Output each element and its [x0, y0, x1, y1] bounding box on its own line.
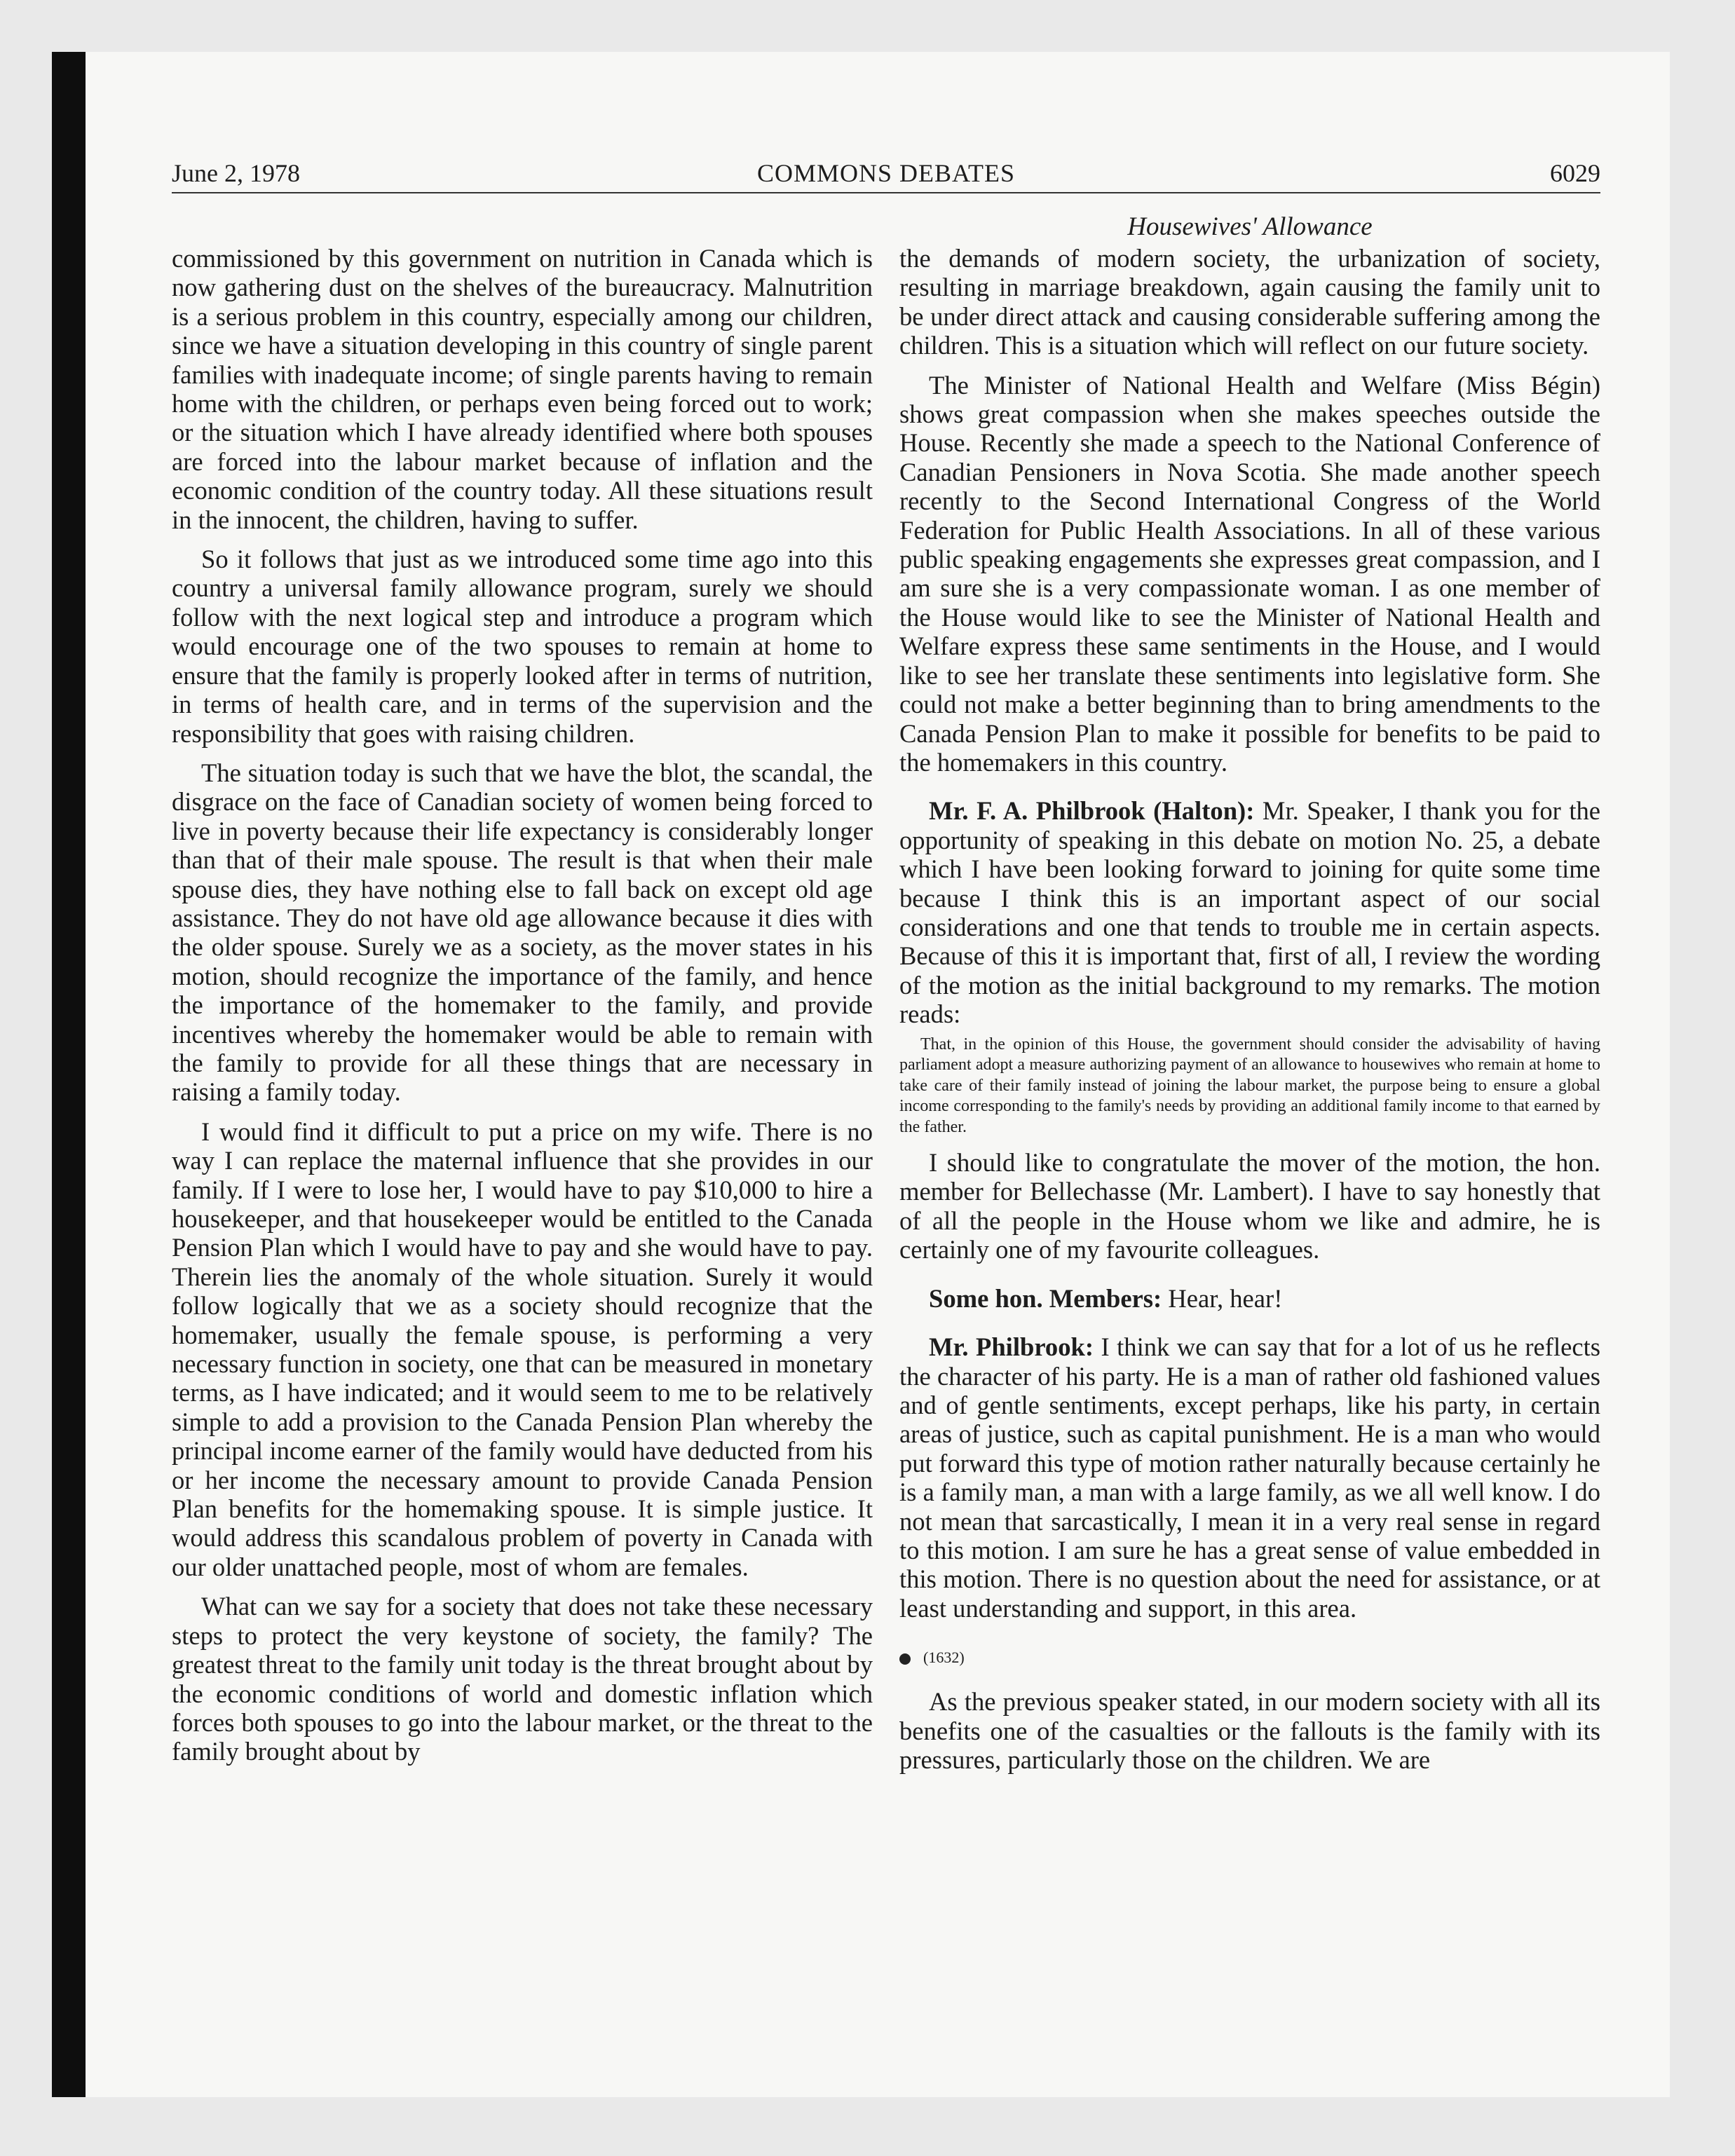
speech-paragraph — [899, 1332, 1600, 1623]
header-date: June 2, 1978 — [172, 159, 300, 187]
paragraph: The situation today is such that we have the blot, the scandal, the disgrace on the face of Canadian society of women being forced to live in poverty because their life expectancy is considerably longer than that of their male spouse. The result is that when their male spouse dies, they have nothing else to fall back on except old age assistance. They do not have old age allowance because it dies with the older spouse. Surely we as a society, as the mover states in his motion, should recognize the importance of the family, and hence the importance of the homemaker to the family, and provide incentives whereby the homemaker would be able to remain with the family to provide for all these things that are necessary in raising a family today. — [172, 758, 873, 1107]
paragraph: the demands of modern society, the urbanization of society, resulting in marriage breakdown, again causing the family unit to be under direct attack and causing considerable suffering among the children. This is a situation which will reflect on our future society. — [899, 244, 1600, 360]
paragraph: I would find it difficult to put a price on my wife. There is no way I can replace the maternal influence that she provides in our family. If I were to lose her, I would have to pay $10,000 to hire a housekeeper, and that housekeeper would be entitled to the Canada Pension Plan which I would have to pay and she would have to pay. Therein lies the anomaly of the whole situation. Surely it would follow logically that we as a society should recognize that the homemaker, usually the female spouse, is performing a very necessary function in society, one that can be measured in monetary terms, as I have indicated; and it would seem to me to be relatively simple to add a provision to the Canada Pension Plan whereby the principal income earner of the family would have deducted from his or her income the necessary amount to provide Canada Pension Plan benefits for the homemaking spouse. It is simple justice. It would address this scandalous problem of poverty in Canada with our older unattached people, most of whom are females. — [172, 1117, 873, 1581]
time-marker — [899, 1644, 1600, 1672]
scan-margin — [0, 0, 52, 2156]
speech-text: I think we can say that for a lot of us he reflects the character of his party. He is a man of rather old fashioned values and of gentle sentiments, except perhaps, like his party, in certain areas of justice, such as capital punishment. He is a man who would put forward this type of motion rather naturally because certainly he is a family man, a man with a large family, as we all well know. I do not mean that sarcastically, I mean it in a very real sense in regard to this motion. I am sure he has a great sense of value embedded in this motion. There is no question about the need for assistance, or at least understanding and support, in this area. — [899, 1332, 1600, 1623]
paragraph: What can we say for a society that does not take these necessary steps to protect the very keystone of society, the family? The greatest threat to the family unit today is the threat brought about by the economic conditions of world and domestic inflation which forces both spouses to go into the labour market, or the threat to the family brought about by — [172, 1592, 873, 1766]
header-title: COMMONS DEBATES — [756, 159, 1016, 187]
speaker-name: Mr. Philbrook: — [929, 1332, 1094, 1362]
paragraph: The Minister of National Health and Welfare (Miss Bégin) shows great compassion when she makes speeches outside the House. Recently she made a speech to the National Conference of Canadian Pensioners in Nova Scotia. She made another speech recently to the Second International Congress of the World Federation for Public Health Associations. In all of these various public speaking engagements she expresses great compassion, and I am sure she is a very compassionate woman. I as one member of the House would like to see the Minister of National Health and Welfare express these same sentiments in the House, and I would like to see her translate these sentiments into legislative form. She could not make a better beginning than to bring amendments to the Canada Pension Plan to make it possible for benefits to be paid to the homemakers in this country. — [899, 370, 1600, 777]
paragraph: I should like to congratulate the mover of the motion, the hon. member for Bellechasse (Mr. Lambert). I have to say honestly that of all the people in the House whom we like and admire, he is certainly one of my favourite colleagues. — [899, 1148, 1600, 1264]
speech-text: Mr. Speaker, I thank you for the opportunity of speaking in this debate on motion No. 25, a debate which I have been looking forward to joining for quite some time because I think this is an important aspect of our social considerations and one that tends to trouble me in certain aspects. Because of this it is important that, first of all, I review the wording of the motion as the initial background to my remarks. The motion reads: — [899, 796, 1601, 1029]
speaker-name: Mr. F. A. Philbrook (Halton): — [929, 796, 1255, 826]
motion-quote: That, in the opinion of this House, the government should consider the advisability of having parliament adopt a measure authorizing payment of an allowance to housewives who remain at home to take care of their family instead of joining the labour market, the purpose being to ensure a global income corresponding to the family's needs by providing an additional family income to that earned by the father. — [899, 1035, 1600, 1136]
page-number: 6029 — [1550, 159, 1600, 187]
time-marker-text: (1632) — [923, 1649, 965, 1667]
bullet-icon — [899, 1653, 911, 1665]
paragraph: As the previous speaker stated, in our modern society with all its benefits one of the casualties or the fallouts is the family with its pressures, particularly those on the children. We are — [899, 1687, 1600, 1774]
speech-text: Hear, hear! — [1162, 1283, 1283, 1313]
subject-heading: Housewives' Allowance — [1127, 212, 1373, 241]
paragraph: So it follows that just as we introduced some time ago into this country a universal family allowance program, surely we should follow with the next logical step and introduce a program which would encourage one of the two spouses to remain at home to ensure that the family is properly looked after in terms of nutrition, in terms of health care, and in terms of the supervision and the responsibility that goes with raising children. — [172, 545, 873, 748]
left-column — [172, 244, 873, 1766]
header-rule — [172, 192, 1600, 193]
speech-paragraph — [899, 796, 1600, 1028]
speech-paragraph — [899, 1284, 1600, 1313]
running-header — [172, 154, 1600, 192]
speaker-name: Some hon. Members: — [929, 1283, 1162, 1313]
paragraph: commissioned by this government on nutrition in Canada which is now gathering dust on the shelves of the bureaucracy. Malnutrition is a serious problem in this country, especially among our children, since we have a situation developing in this country of single parent families with inadequate income; of single parents having to remain home with the children, or perhaps even being forced out to work; or the situation which I have already identified where both spouses are forced into the labour market because of inflation and the economic condition of the country today. All these situations result in the innocent, the children, having to suffer. — [172, 244, 873, 534]
scan-binding-shadow — [52, 52, 86, 2097]
right-column — [899, 210, 1600, 1774]
